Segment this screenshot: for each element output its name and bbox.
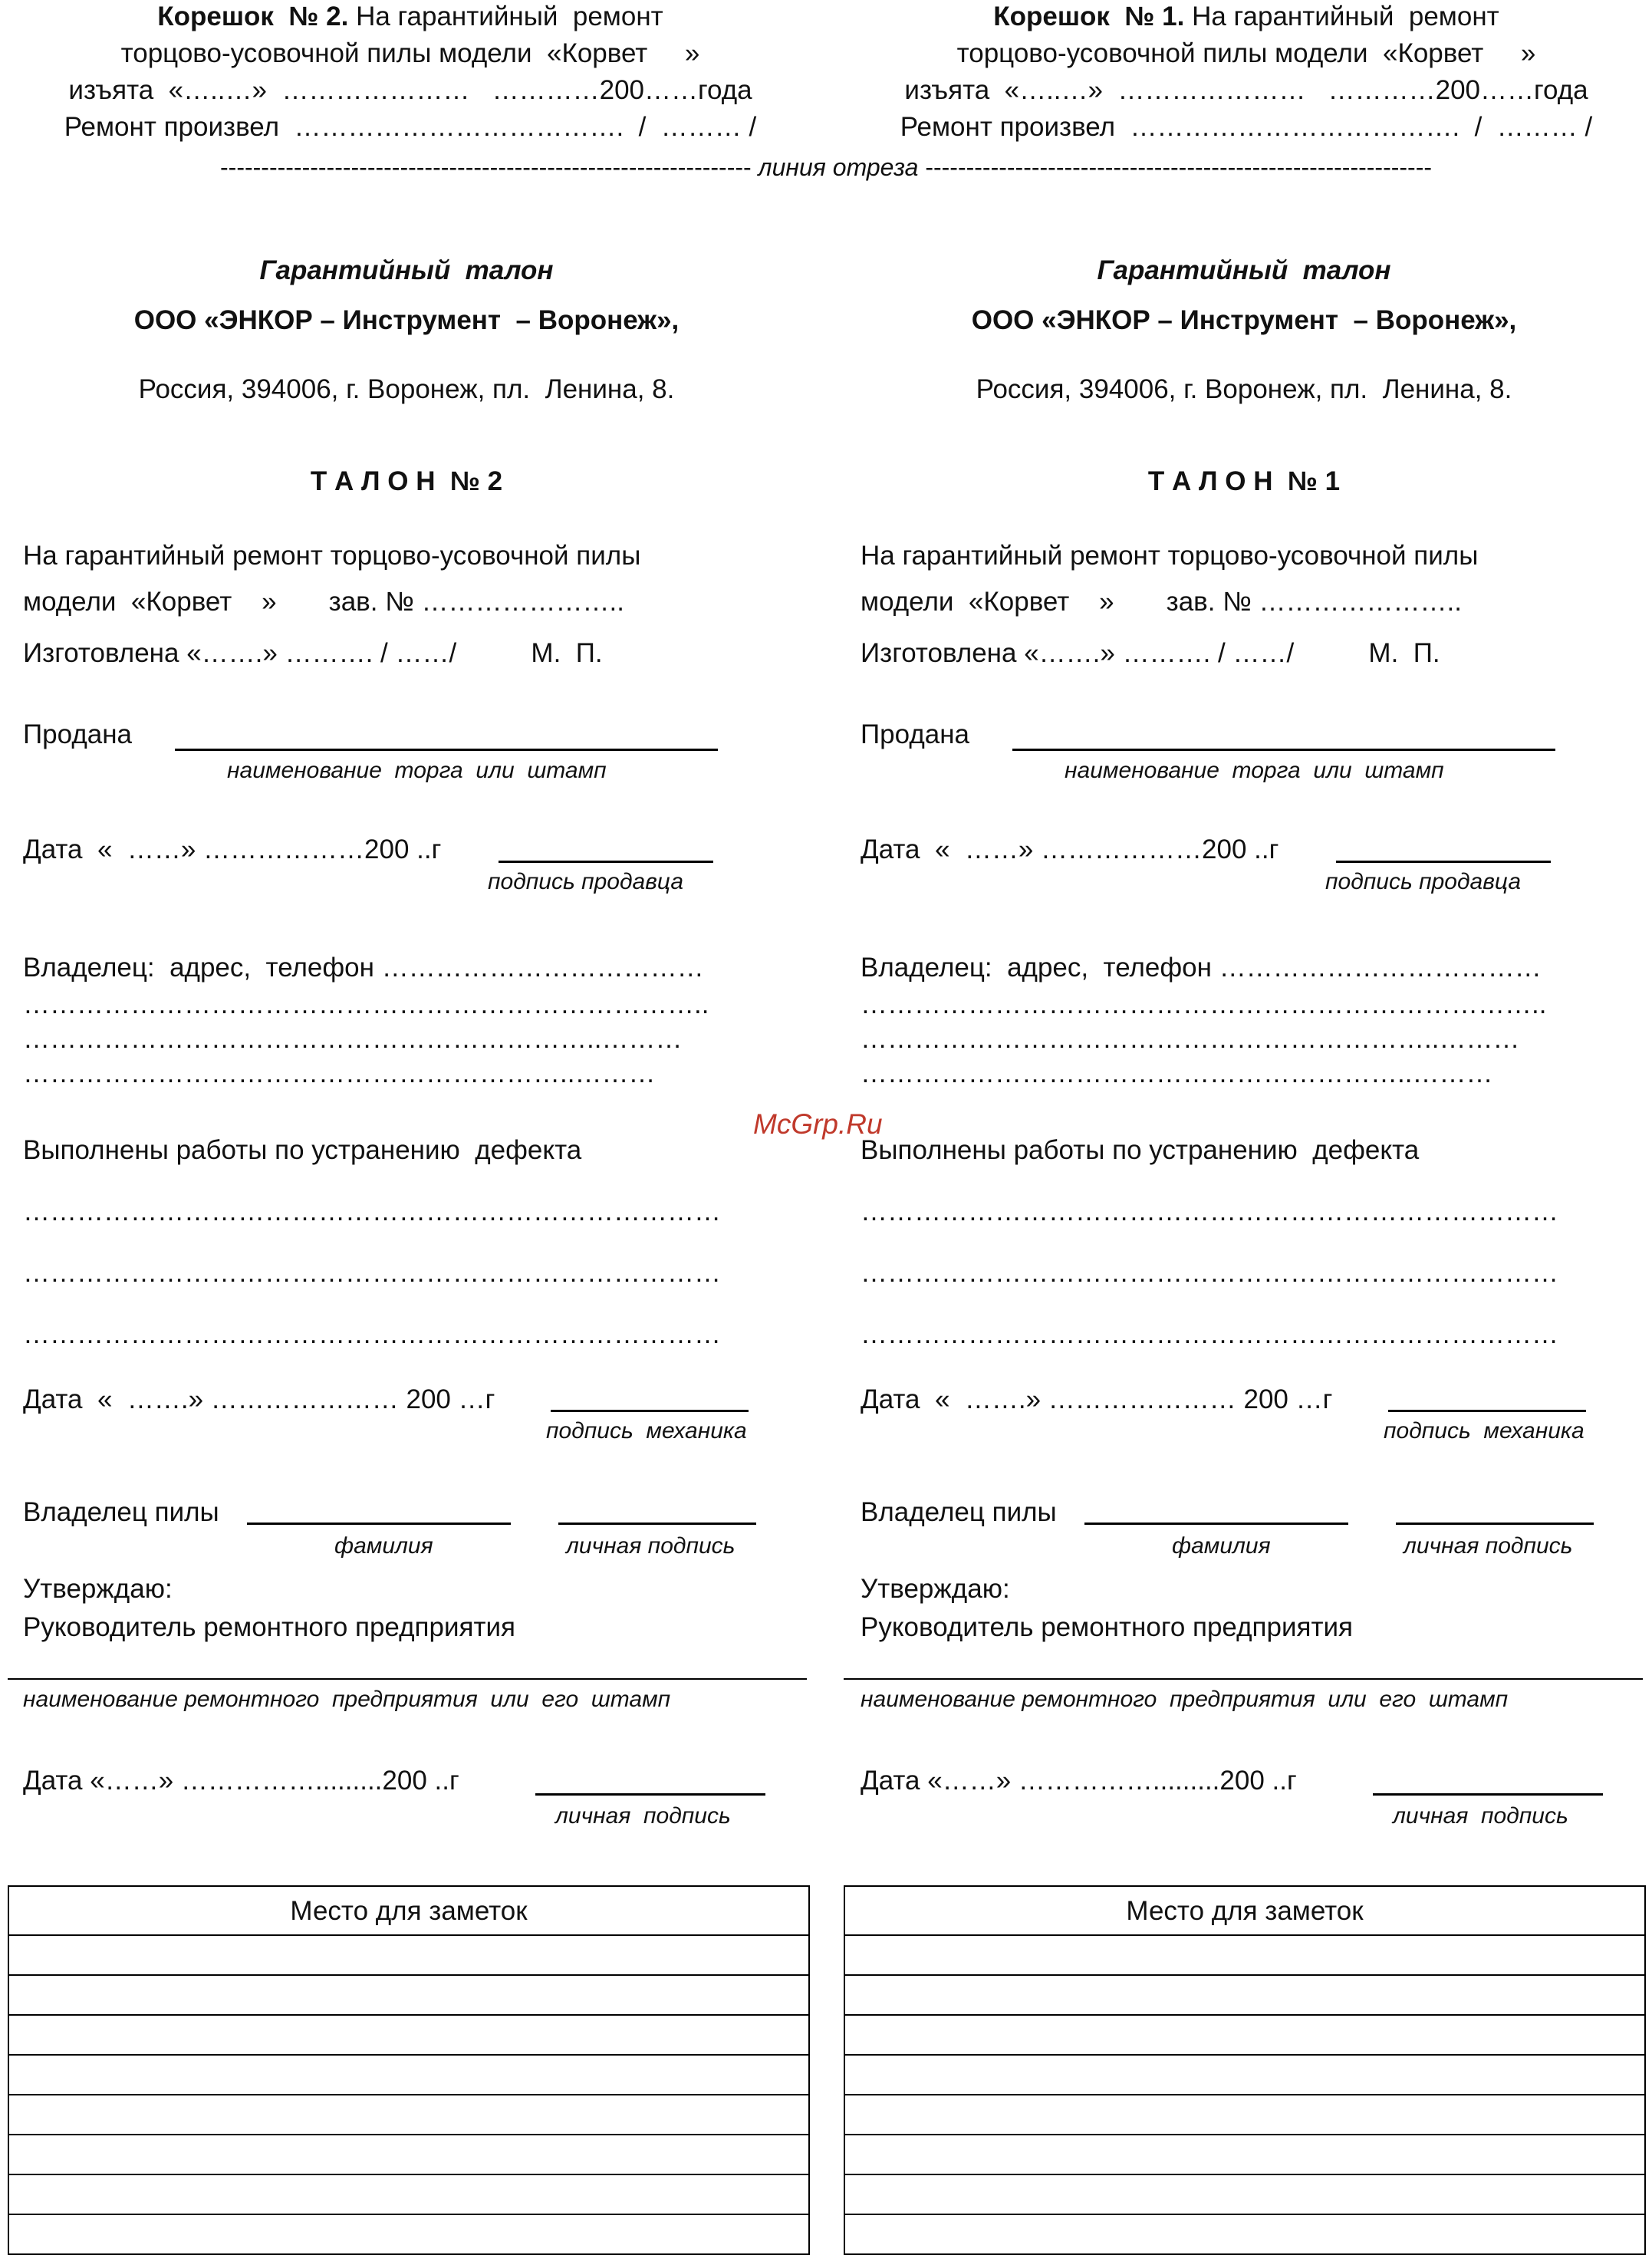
coupon-2-address: Россия, 394006, г. Воронеж, пл. Ленина, 8. (138, 374, 675, 404)
notes-row (845, 2174, 1644, 2175)
notes-row (845, 1974, 1644, 1976)
coupon-1-surname-line (1084, 1523, 1348, 1525)
coupon-2-date-sale: Дата « ……» ………………200 ..г (23, 835, 442, 864)
coupon-2-seller-caption: подпись продавца (488, 869, 684, 894)
cut-line: ----------------------------------------------------------------- линия отреза -------------------------------------------------------------- (220, 153, 1432, 181)
coupon-1-purpose-line2: модели «Корвет » зав. № ………………….. (861, 587, 1462, 617)
coupon-2-company: ООО «ЭНКОР – Инструмент – Воронеж», (133, 305, 680, 335)
coupon-2-head-label: Руководитель ремонтного предприятия (23, 1612, 515, 1642)
coupon-1-mechanic-caption: подпись механика (1384, 1418, 1585, 1444)
coupon-2-purpose-line1: На гарантийный ремонт торцово-усовочной пилы (23, 541, 641, 571)
coupon-2-notes-title: Место для заметок (290, 1896, 528, 1926)
stub-1-line3: изъята «…..…» ………………… …………200……года (904, 75, 1588, 105)
coupon-1-owner-sign-caption: личная подпись (1404, 1533, 1573, 1559)
coupon-1-seller-sign-line (1336, 861, 1551, 863)
coupon-2-purpose-line2: модели «Корвет » зав. № ………………….. (23, 587, 624, 617)
notes-row (845, 1934, 1644, 1936)
coupon-2-seller-sign-line (499, 861, 713, 863)
coupon-1-enterprise-caption: наименование ремонтного предприятия или его штамп (861, 1687, 1509, 1712)
notes-row (9, 2214, 808, 2215)
notes-row (9, 2174, 808, 2175)
coupon-2-owner-dots-3: ……………………………………………………..……… (23, 1058, 656, 1088)
coupon-1-company: ООО «ЭНКОР – Инструмент – Воронеж», (971, 305, 1517, 335)
coupon-1-date-sale: Дата « ……» ………………200 ..г (861, 835, 1279, 864)
coupon-1-manufactured: Изготовлена «…….» ………. / ……/ М. П. (861, 638, 1440, 668)
coupon-1-sold-label: Продана (861, 719, 969, 749)
coupon-1-saw-owner-label: Владелец пилы (861, 1497, 1057, 1527)
coupon-2-works-dots-2: …………………………………………………………………… (23, 1258, 721, 1288)
coupon-2-surname-line (247, 1523, 511, 1525)
coupon-2-owner-dots-2: ………………………………………………………..……… (23, 1024, 683, 1054)
coupon-1-date-approve: Дата «……» …………….........200 ..г (861, 1766, 1297, 1796)
watermark: McGrp.Ru (753, 1108, 883, 1140)
coupon-2-date-repair: Дата « …….» ………………… 200 …г (23, 1384, 495, 1414)
coupon-2-sold-caption: наименование торга или штамп (227, 758, 607, 783)
coupon-1-works-dots-1: …………………………………………………………………… (861, 1197, 1558, 1226)
coupon-1-heading: Гарантийный талон (1097, 255, 1391, 285)
notes-row (9, 2094, 808, 2095)
stub-2-line1: Корешок № 2. На гарантийный ремонт (157, 2, 663, 31)
coupon-2-owner-dots-1: ………………………………………………………………….. (23, 989, 709, 1019)
stub-1-line1: Корешок № 1. На гарантийный ремонт (993, 2, 1499, 31)
notes-row (9, 2134, 808, 2135)
coupon-2-saw-owner-label: Владелец пилы (23, 1497, 219, 1527)
coupon-1-approve-label: Утверждаю: (861, 1574, 1010, 1604)
coupon-2-approve-label: Утверждаю: (23, 1574, 173, 1604)
coupon-1-approve-sign-line (1373, 1793, 1603, 1796)
coupon-1-approve-sign-caption: личная подпись (1393, 1803, 1568, 1829)
coupon-2-works-dots-1: …………………………………………………………………… (23, 1197, 721, 1226)
coupon-2-approve-sign-caption: личная подпись (555, 1803, 731, 1829)
notes-row (845, 2014, 1644, 2016)
coupon-2-notes-box[interactable] (8, 1885, 810, 2255)
coupon-1-sold-caption: наименование торга или штамп (1065, 758, 1444, 783)
coupon-2-works-label: Выполнены работы по устранению дефекта (23, 1135, 582, 1165)
coupon-2-owner-label: Владелец: адрес, телефон ……………………………… (23, 953, 704, 983)
notes-row (845, 2214, 1644, 2215)
stub-1-line2: торцово-усовочной пилы модели «Корвет » (956, 38, 1536, 68)
coupon-1-head-label: Руководитель ремонтного предприятия (861, 1612, 1353, 1642)
notes-row (9, 1974, 808, 1976)
stub-2-line4: Ремонт произвел ………………………………. / ……… / (64, 112, 757, 142)
coupon-2-date-approve: Дата «……» …………….........200 ..г (23, 1766, 459, 1796)
stub-2-line3: изъята «…..…» ………………… …………200……года (68, 75, 752, 105)
coupon-1-works-dots-2: …………………………………………………………………… (861, 1258, 1558, 1288)
coupon-1-owner-sign-line (1396, 1523, 1594, 1525)
coupon-2-sold-line (175, 749, 718, 751)
coupon-1-notes-box[interactable] (844, 1885, 1646, 2255)
notes-row (845, 2134, 1644, 2135)
coupon-1-owner-dots-2: ………………………………………………………..……… (861, 1024, 1520, 1054)
coupon-2-owner-sign-caption: личная подпись (566, 1533, 736, 1559)
coupon-2-title: Т А Л О Н № 2 (310, 466, 503, 496)
coupon-1-works-dots-3: …………………………………………………………………… (861, 1319, 1558, 1349)
coupon-1-mechanic-sign-line (1388, 1410, 1586, 1412)
coupon-1-owner-label: Владелец: адрес, телефон ……………………………… (861, 953, 1542, 983)
coupon-1-sold-line (1012, 749, 1555, 751)
coupon-2-heading: Гарантийный талон (259, 255, 554, 285)
coupon-1-enterprise-line (844, 1678, 1643, 1680)
coupon-2-owner-sign-line (558, 1523, 756, 1525)
coupon-1-surname-caption: фамилия (1172, 1533, 1271, 1559)
coupon-1-owner-dots-1: ………………………………………………………………….. (861, 989, 1547, 1019)
notes-row (9, 2054, 808, 2056)
coupon-1-date-repair: Дата « …….» ………………… 200 …г (861, 1384, 1333, 1414)
coupon-2-sold-label: Продана (23, 719, 132, 749)
coupon-1-seller-caption: подпись продавца (1325, 869, 1522, 894)
coupon-2-manufactured: Изготовлена «…….» ………. / ……/ М. П. (23, 638, 603, 668)
notes-row (9, 1934, 808, 1936)
coupon-2-works-dots-3: …………………………………………………………………… (23, 1319, 721, 1349)
coupon-1-title: Т А Л О Н № 1 (1147, 466, 1341, 496)
coupon-1-address: Россия, 394006, г. Воронеж, пл. Ленина, 8. (976, 374, 1512, 404)
coupon-2-mechanic-sign-line (551, 1410, 749, 1412)
stub-1-line4: Ремонт произвел ………………………………. / ……… / (900, 112, 1593, 142)
stub-2-line2: торцово-усовочной пилы модели «Корвет » (120, 38, 700, 68)
coupon-2-enterprise-line (8, 1678, 807, 1680)
coupon-2-enterprise-caption: наименование ремонтного предприятия или его штамп (23, 1687, 671, 1712)
notes-row (9, 2014, 808, 2016)
coupon-1-purpose-line1: На гарантийный ремонт торцово-усовочной пилы (861, 541, 1479, 571)
coupon-2-mechanic-caption: подпись механика (546, 1418, 747, 1444)
coupon-2-approve-sign-line (535, 1793, 765, 1796)
notes-row (845, 2054, 1644, 2056)
coupon-1-owner-dots-3: ……………………………………………………..……… (861, 1058, 1493, 1088)
notes-row (845, 2094, 1644, 2095)
coupon-1-notes-title: Место для заметок (1126, 1896, 1364, 1926)
coupon-2-surname-caption: фамилия (334, 1533, 433, 1559)
coupon-1-works-label: Выполнены работы по устранению дефекта (861, 1135, 1420, 1165)
